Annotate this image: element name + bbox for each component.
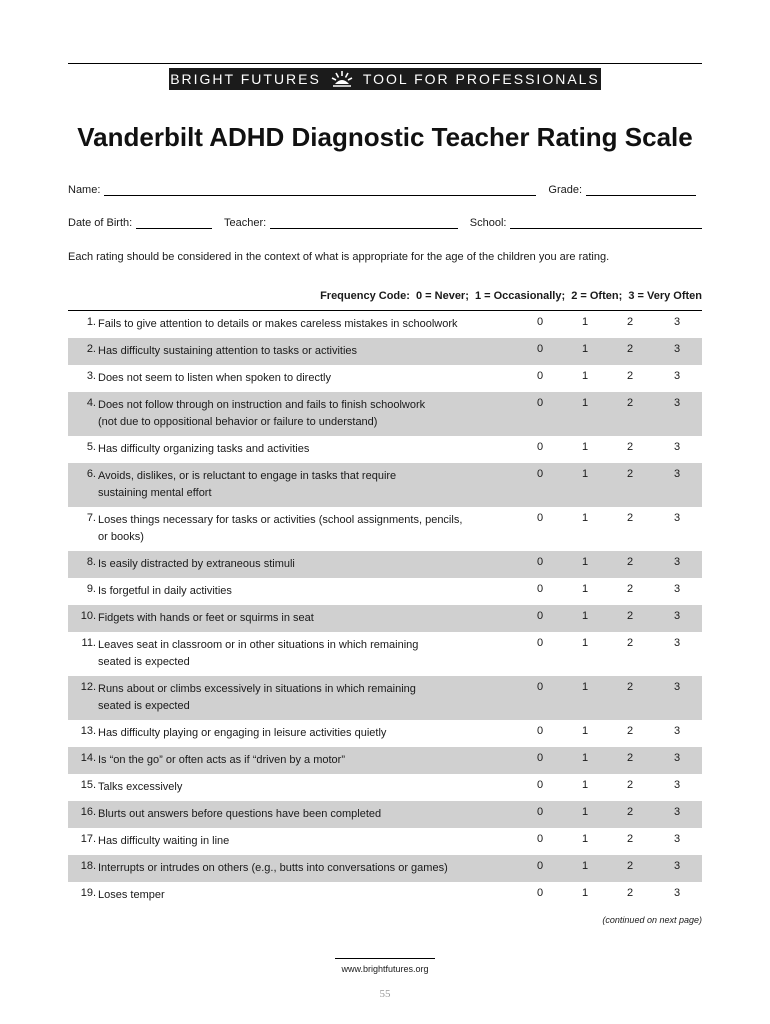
item-number: 9. — [86, 583, 96, 595]
item-text — [98, 583, 518, 600]
item-text-line: Runs about or climbs excessively in situations in which remaining — [98, 683, 416, 695]
item-text-line: Has difficulty sustaining attention to tasks or activities — [98, 345, 358, 357]
item-text — [98, 887, 518, 904]
table-row — [68, 801, 702, 828]
rating-items — [68, 311, 702, 909]
rating-option-3[interactable]: 3 — [673, 887, 681, 899]
rating-option-3[interactable]: 3 — [673, 316, 681, 328]
rating-option-3[interactable]: 3 — [673, 681, 681, 693]
item-text-line: Blurts out answers before questions have been completed — [98, 808, 382, 820]
item-text — [98, 370, 518, 387]
rating-option-2[interactable]: 2 — [626, 556, 634, 568]
rating-option-0[interactable]: 0 — [536, 725, 544, 737]
item-number: 4. — [86, 397, 96, 409]
rating-option-2[interactable]: 2 — [626, 512, 634, 524]
rating-option-3[interactable]: 3 — [673, 397, 681, 409]
item-number: 12. — [80, 681, 96, 693]
rating-option-2[interactable]: 2 — [626, 468, 634, 480]
rating-option-1[interactable]: 1 — [581, 610, 589, 622]
item-text-line: Loses temper — [98, 889, 165, 901]
rating-option-2[interactable]: 2 — [626, 637, 634, 649]
item-text-line: Has difficulty waiting in line — [98, 835, 230, 847]
rating-option-2[interactable]: 2 — [626, 860, 634, 872]
item-text-line: Does not follow through on instruction and fails to finish schoolwork — [98, 399, 426, 411]
item-text-line: Is easily distracted by extraneous stimuli — [98, 558, 295, 570]
rating-option-3[interactable]: 3 — [673, 370, 681, 382]
item-text — [98, 806, 518, 823]
rating-option-3[interactable]: 3 — [673, 806, 681, 818]
item-number: 1. — [86, 316, 96, 328]
table-row — [68, 676, 702, 720]
item-text-line: Leaves seat in classroom or in other situations in which remaining — [98, 639, 419, 651]
name-grade-row — [68, 184, 702, 196]
item-number: 18. — [80, 860, 96, 872]
rating-option-3[interactable]: 3 — [673, 860, 681, 872]
rating-option-0[interactable]: 0 — [536, 806, 544, 818]
instructions-text: Each rating should be considered in the context of what is appropriate for the age of the children you are rating. — [68, 251, 610, 263]
dob-label: Date of Birth: — [68, 217, 133, 229]
item-text-line: Is “on the go” or often acts as if “driven by a motor” — [98, 754, 345, 766]
item-text-line: seated is expected — [98, 700, 190, 712]
item-text-line: or books) — [98, 531, 144, 543]
item-number: 7. — [86, 512, 96, 524]
item-text — [98, 681, 518, 715]
item-text — [98, 833, 518, 850]
rating-option-3[interactable]: 3 — [673, 779, 681, 791]
item-text — [98, 610, 518, 627]
rating-option-1[interactable]: 1 — [581, 343, 589, 355]
item-text — [98, 556, 518, 573]
sun-logo-icon — [331, 70, 353, 88]
banner-right-text: TOOL FOR PROFESSIONALS — [362, 71, 600, 87]
rating-option-0[interactable]: 0 — [536, 370, 544, 382]
grade-field[interactable] — [586, 185, 696, 196]
rating-option-2[interactable]: 2 — [626, 397, 634, 409]
table-row — [68, 747, 702, 774]
grade-label: Grade: — [548, 184, 583, 196]
item-text — [98, 343, 518, 360]
rating-option-0[interactable]: 0 — [536, 512, 544, 524]
rating-option-0[interactable]: 0 — [536, 681, 544, 693]
rating-option-3[interactable]: 3 — [673, 441, 681, 453]
item-number: 2. — [86, 343, 96, 355]
table-row — [68, 774, 702, 801]
item-text — [98, 637, 518, 671]
rating-option-1[interactable]: 1 — [581, 779, 589, 791]
item-text — [98, 397, 518, 431]
rating-option-3[interactable]: 3 — [673, 512, 681, 524]
item-text — [98, 860, 518, 877]
name-label: Name: — [68, 184, 101, 196]
item-number: 15. — [80, 779, 96, 791]
rating-option-1[interactable]: 1 — [581, 725, 589, 737]
table-row — [68, 605, 702, 632]
rating-option-2[interactable]: 2 — [626, 370, 634, 382]
item-text-line: Loses things necessary for tasks or activities (school assignments, pencils, — [98, 514, 463, 526]
rating-option-2[interactable]: 2 — [626, 343, 634, 355]
header-banner — [169, 68, 601, 90]
table-row — [68, 507, 702, 551]
rating-option-1[interactable]: 1 — [581, 637, 589, 649]
frequency-code-label: Frequency Code: — [320, 290, 410, 302]
item-text — [98, 316, 518, 333]
rating-option-2[interactable]: 2 — [626, 316, 634, 328]
item-number: 6. — [86, 468, 96, 480]
rating-option-1[interactable]: 1 — [581, 681, 589, 693]
rating-option-0[interactable]: 0 — [536, 860, 544, 872]
item-text-line: seated is expected — [98, 656, 190, 668]
dob-teacher-school-row — [68, 217, 702, 229]
rating-option-2[interactable]: 2 — [626, 779, 634, 791]
rating-option-2[interactable]: 2 — [626, 610, 634, 622]
item-number: 13. — [80, 725, 96, 737]
item-text-line: Interrupts or intrudes on others (e.g., butts into conversations or games) — [98, 862, 448, 874]
table-row — [68, 855, 702, 882]
rating-option-0[interactable]: 0 — [536, 752, 544, 764]
item-text-line: Has difficulty organizing tasks and activities — [98, 443, 310, 455]
item-number: 19. — [80, 887, 96, 899]
page-title: Vanderbilt ADHD Diagnostic Teacher Rating Scale — [77, 122, 693, 152]
school-label: School: — [469, 217, 507, 229]
rating-option-1[interactable]: 1 — [581, 860, 589, 872]
rating-option-1[interactable]: 1 — [581, 468, 589, 480]
table-row — [68, 365, 702, 392]
dob-field[interactable] — [136, 218, 212, 229]
school-field[interactable] — [510, 218, 702, 229]
item-text-line: Has difficulty playing or engaging in leisure activities quietly — [98, 727, 387, 739]
rating-option-0[interactable]: 0 — [536, 397, 544, 409]
table-row — [68, 338, 702, 365]
rating-option-1[interactable]: 1 — [581, 316, 589, 328]
item-text-line: Fails to give attention to details or makes careless mistakes in schoolwork — [98, 318, 458, 330]
rating-option-1[interactable]: 1 — [581, 397, 589, 409]
item-number: 17. — [80, 833, 96, 845]
teacher-field[interactable] — [270, 218, 458, 229]
rating-option-2[interactable]: 2 — [626, 806, 634, 818]
rating-option-1[interactable]: 1 — [581, 833, 589, 845]
item-text-line: Avoids, dislikes, or is reluctant to engage in tasks that require — [98, 470, 397, 482]
rating-option-1[interactable]: 1 — [581, 512, 589, 524]
item-text-line: sustaining mental effort — [98, 487, 212, 499]
rating-option-3[interactable]: 3 — [673, 468, 681, 480]
rating-option-1[interactable]: 1 — [581, 887, 589, 899]
frequency-code — [317, 290, 702, 302]
frequency-code-0: 0 = Never; — [415, 290, 469, 302]
item-number: 11. — [81, 637, 96, 649]
footer-rule — [335, 958, 435, 959]
item-text-line: Does not seem to listen when spoken to directly — [98, 372, 331, 384]
rating-option-2[interactable]: 2 — [626, 681, 634, 693]
rating-option-1[interactable]: 1 — [581, 441, 589, 453]
table-row — [68, 828, 702, 855]
rating-option-2[interactable]: 2 — [626, 752, 634, 764]
rating-option-0[interactable]: 0 — [536, 343, 544, 355]
continued-note: (continued on next page) — [602, 915, 702, 925]
rating-option-2[interactable]: 2 — [626, 887, 634, 899]
item-text-line: Fidgets with hands or feet or squirms in seat — [98, 612, 314, 624]
rating-option-2[interactable]: 2 — [626, 583, 634, 595]
rating-option-0[interactable]: 0 — [536, 441, 544, 453]
rating-option-2[interactable]: 2 — [626, 441, 634, 453]
rating-option-0[interactable]: 0 — [536, 583, 544, 595]
rating-option-2[interactable]: 2 — [626, 725, 634, 737]
rating-option-1[interactable]: 1 — [581, 370, 589, 382]
footer-url: www.brightfutures.org — [341, 964, 429, 974]
table-row — [68, 551, 702, 578]
table-row — [68, 882, 702, 909]
item-text — [98, 779, 518, 796]
rating-option-0[interactable]: 0 — [536, 779, 544, 791]
item-number: 8. — [86, 556, 96, 568]
item-text — [98, 468, 518, 502]
item-text — [98, 441, 518, 458]
table-row — [68, 392, 702, 436]
page-number: 55 — [379, 988, 391, 1000]
rating-option-0[interactable]: 0 — [536, 468, 544, 480]
frequency-code-3: 3 = Very Often — [628, 290, 702, 302]
rating-option-2[interactable]: 2 — [626, 833, 634, 845]
rating-option-3[interactable]: 3 — [673, 637, 681, 649]
item-text — [98, 752, 518, 769]
rating-option-0[interactable]: 0 — [536, 887, 544, 899]
teacher-label: Teacher: — [224, 217, 267, 229]
rating-option-3[interactable]: 3 — [673, 556, 681, 568]
item-number: 10. — [80, 610, 96, 622]
table-row — [68, 463, 702, 507]
rating-option-3[interactable]: 3 — [673, 610, 681, 622]
banner-left-text: BRIGHT FUTURES — [170, 71, 321, 87]
rating-option-3[interactable]: 3 — [673, 725, 681, 737]
frequency-code-1: 1 = Occasionally; — [474, 290, 566, 302]
rating-option-0[interactable]: 0 — [536, 610, 544, 622]
rating-option-3[interactable]: 3 — [673, 583, 681, 595]
rating-option-3[interactable]: 3 — [673, 752, 681, 764]
item-number: 5. — [86, 441, 96, 453]
top-rule — [68, 63, 702, 64]
item-number: 16. — [80, 806, 96, 818]
item-number: 14. — [80, 752, 96, 764]
rating-option-3[interactable]: 3 — [673, 833, 681, 845]
table-row — [68, 720, 702, 747]
rating-option-0[interactable]: 0 — [536, 316, 544, 328]
frequency-code-2: 2 = Often; — [571, 290, 623, 302]
name-field[interactable] — [104, 185, 536, 196]
item-text-line: Talks excessively — [98, 781, 183, 793]
form-page — [68, 0, 702, 1024]
rating-option-1[interactable]: 1 — [581, 806, 589, 818]
rating-option-0[interactable]: 0 — [536, 637, 544, 649]
rating-option-1[interactable]: 1 — [581, 583, 589, 595]
item-number: 3. — [86, 370, 96, 382]
rating-option-0[interactable]: 0 — [536, 556, 544, 568]
item-text — [98, 512, 518, 546]
rating-option-0[interactable]: 0 — [536, 833, 544, 845]
table-row — [68, 436, 702, 463]
table-row — [68, 578, 702, 605]
item-text-line: Is forgetful in daily activities — [98, 585, 232, 597]
table-row — [68, 311, 702, 338]
item-text — [98, 725, 518, 742]
rating-option-1[interactable]: 1 — [581, 752, 589, 764]
rating-option-3[interactable]: 3 — [673, 343, 681, 355]
item-text-line: (not due to oppositional behavior or failure to understand) — [98, 416, 378, 428]
rating-option-1[interactable]: 1 — [581, 556, 589, 568]
table-row — [68, 632, 702, 676]
